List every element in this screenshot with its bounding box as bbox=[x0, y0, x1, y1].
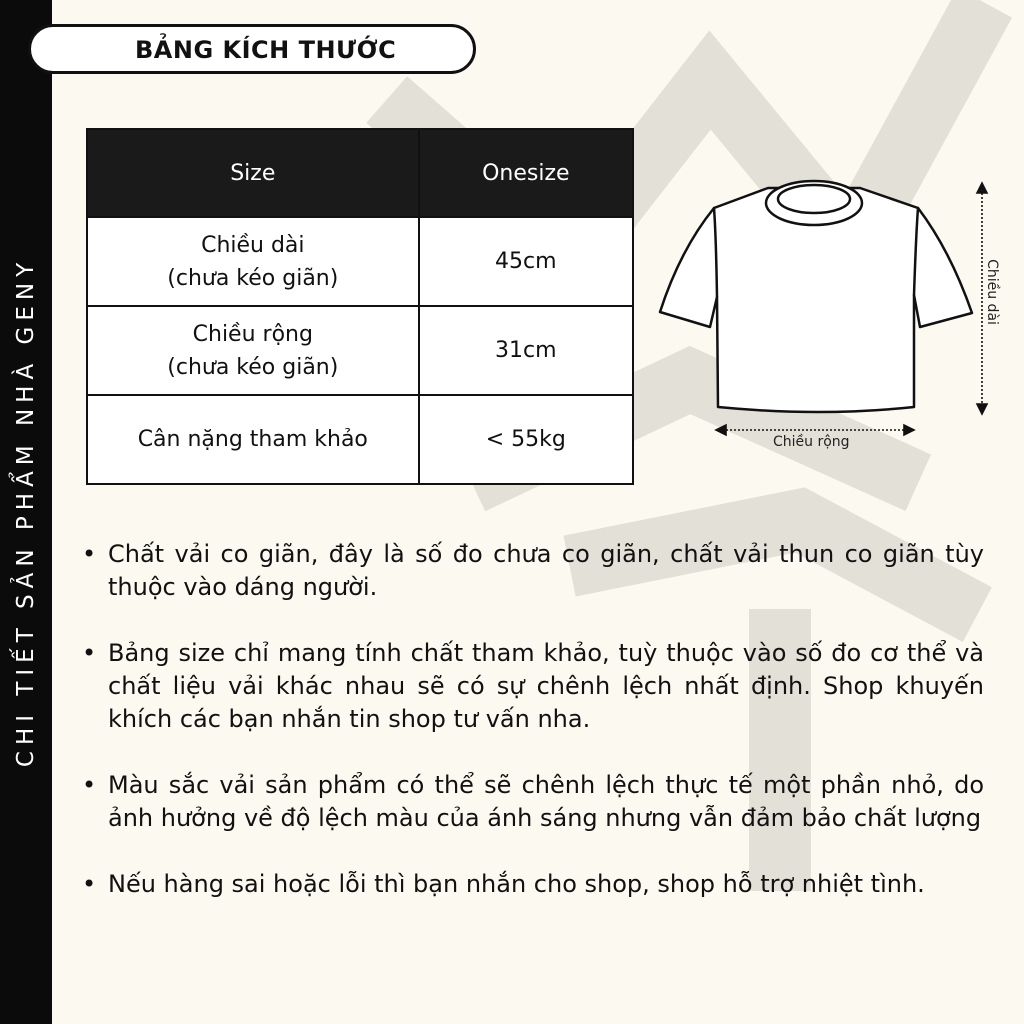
table-row bbox=[87, 395, 633, 484]
table-cell-label bbox=[87, 217, 419, 306]
bullet-icon: • bbox=[82, 870, 97, 898]
notes-list bbox=[82, 538, 984, 934]
tshirt-diagram bbox=[650, 175, 1000, 460]
table-header-row bbox=[87, 129, 633, 217]
note-text: Chất vải co giãn, đây là số đo chưa co giãn, chất vải thun co giãn tùy thuộc vào dáng người. bbox=[108, 540, 984, 601]
table-cell-value: < 55kg bbox=[419, 395, 633, 484]
row-label-line2: (chưa kéo giãn) bbox=[167, 354, 339, 380]
table-cell-value: 31cm bbox=[419, 306, 633, 395]
tshirt-collar-inner bbox=[778, 185, 850, 213]
table-row bbox=[87, 217, 633, 306]
side-banner-text: CHI TIẾT SẢN PHẨM NHÀ GENY bbox=[13, 256, 39, 768]
title-badge bbox=[28, 24, 476, 74]
size-table bbox=[86, 128, 634, 485]
note-text: Bảng size chỉ mang tính chất tham khảo, tuỳ thuộc vào số đo cơ thể và chất liệu vải khác nhau sẽ có sự chênh lệch nhất định. Shop khuyến khích các bạn nhắn tin shop tư vấn nha. bbox=[108, 639, 984, 733]
list-item bbox=[82, 769, 984, 835]
table-header-size: Size bbox=[87, 129, 419, 217]
row-label-line2: (chưa kéo giãn) bbox=[167, 265, 339, 291]
list-item bbox=[82, 637, 984, 736]
bullet-icon: • bbox=[82, 639, 97, 667]
row-label-line1: Chiều rộng bbox=[192, 321, 313, 347]
table-row bbox=[87, 306, 633, 395]
width-label: Chiều rộng bbox=[773, 434, 850, 450]
length-label: Chiều dài bbox=[984, 259, 1000, 325]
arrow-down-icon bbox=[977, 404, 987, 414]
arrow-left-icon bbox=[716, 425, 726, 435]
arrow-up-icon bbox=[977, 183, 987, 193]
note-text: Nếu hàng sai hoặc lỗi thì bạn nhắn cho shop, shop hỗ trợ nhiệt tình. bbox=[108, 870, 925, 898]
table-cell-value: 45cm bbox=[419, 217, 633, 306]
side-banner bbox=[0, 0, 52, 1024]
list-item bbox=[82, 868, 984, 901]
table-cell-label bbox=[87, 306, 419, 395]
table-cell-label: Cân nặng tham khảo bbox=[87, 395, 419, 484]
arrow-right-icon bbox=[904, 425, 914, 435]
row-label-line1: Chiều dài bbox=[201, 232, 305, 258]
bullet-icon: • bbox=[82, 771, 97, 799]
note-text: Màu sắc vải sản phẩm có thể sẽ chênh lệch thực tế một phần nhỏ, do ảnh hưởng về độ lệch màu của ánh sáng nhưng vẫn đảm bảo chất lượng bbox=[108, 771, 984, 832]
table-header-onesize: Onesize bbox=[419, 129, 633, 217]
page-title: BẢNG KÍCH THƯỚC bbox=[135, 36, 397, 64]
bullet-icon: • bbox=[82, 540, 97, 568]
list-item bbox=[82, 538, 984, 604]
